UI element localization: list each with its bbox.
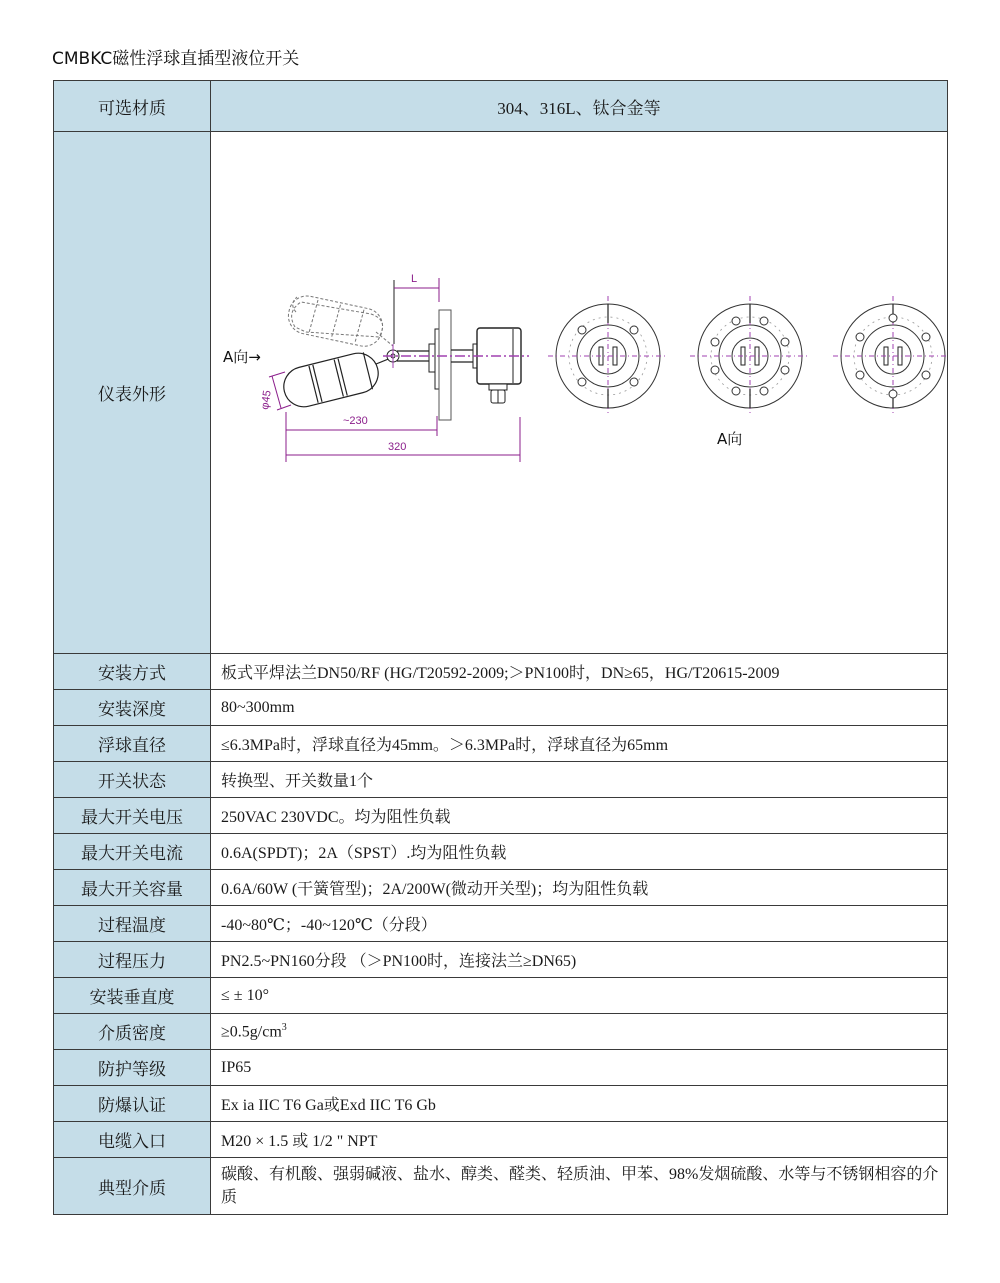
row-label: 仪表外形 [54, 132, 211, 654]
row-value: 304、316L、钛合金等 [211, 81, 948, 132]
table-row [54, 906, 948, 942]
dim-230-label: ~230 [343, 415, 368, 427]
table-row-media [54, 1158, 948, 1215]
row-label: 开关状态 [54, 762, 211, 798]
row-label: 介质密度 [54, 1014, 211, 1050]
table-row [54, 834, 948, 870]
table-row-appearance [54, 132, 948, 654]
flange-view-6-hole [833, 296, 946, 416]
view-direction-label: A向→ [223, 348, 261, 366]
table-row [54, 942, 948, 978]
row-label: 安装垂直度 [54, 978, 211, 1014]
row-value: ≤6.3MPa时，浮球直径为45mm。＞6.3MPa时，浮球直径为65mm [211, 726, 948, 762]
row-value: 0.6A(SPDT)；2A（SPST）.均为阻性负载 [211, 834, 948, 870]
table-row [54, 798, 948, 834]
view-a-label: A向 [717, 430, 743, 448]
table-row [54, 1014, 948, 1050]
float-body [280, 349, 391, 411]
row-value: IP65 [211, 1050, 948, 1086]
row-label: 最大开关容量 [54, 870, 211, 906]
row-label: 浮球直径 [54, 726, 211, 762]
row-value: Ex ia IIC T6 Ga或Exd IIC T6 Gb [211, 1086, 948, 1122]
row-value: -40~80℃；-40~120℃（分段） [211, 906, 948, 942]
flange-view-4-hole [548, 296, 668, 416]
table-row [54, 654, 948, 690]
row-label: 可选材质 [54, 81, 211, 132]
row-value: 板式平焊法兰DN50/RF (HG/T20592-2009;＞PN100时，DN≥65，HG/T20615-2009 [211, 654, 948, 690]
row-label: 安装深度 [54, 690, 211, 726]
row-label: 过程压力 [54, 942, 211, 978]
table-row [54, 1086, 948, 1122]
row-value: 转换型、开关数量1个 [211, 762, 948, 798]
row-value: 250VAC 230VDC。均为阻性负载 [211, 798, 948, 834]
row-label: 过程温度 [54, 906, 211, 942]
row-label: 安装方式 [54, 654, 211, 690]
row-label: 防护等级 [54, 1050, 211, 1086]
float-ghost [285, 293, 393, 350]
row-value: 0.6A/60W (干簧管型)；2A/200W(微动开关型)；均为阻性负载 [211, 870, 948, 906]
table-row [54, 762, 948, 798]
row-value: ≤ ± 10° [211, 978, 948, 1014]
row-label: 最大开关电流 [54, 834, 211, 870]
row-label: 典型介质 [54, 1158, 211, 1215]
spec-table [53, 80, 948, 1215]
table-row [54, 690, 948, 726]
table-row [54, 978, 948, 1014]
page-title: CMBKC磁性浮球直插型液位开关 [52, 49, 300, 69]
table-row [54, 726, 948, 762]
row-label: 电缆入口 [54, 1122, 211, 1158]
table-row [54, 870, 948, 906]
table-row-material [54, 81, 948, 132]
table-row [54, 1122, 948, 1158]
density-exponent: 3 [281, 1021, 287, 1033]
flange-view-8-hole [690, 296, 810, 416]
row-value [211, 1014, 948, 1050]
density-value: ≥0.5g/cm [221, 1023, 282, 1041]
row-value: 碳酸、有机酸、强弱碱液、盐水、醇类、醛类、轻质油、甲苯、98%发烟硫酸、水等与不锈钢相容的介质 [211, 1158, 948, 1215]
row-value: 80~300mm [211, 690, 948, 726]
row-value: PN2.5~PN160分段 （＞PN100时，连接法兰≥DN65) [211, 942, 948, 978]
dimension-drawing [211, 132, 946, 653]
row-value: M20 × 1.5 或 1/2 " NPT [211, 1122, 948, 1158]
dimension-drawing-cell [211, 132, 948, 654]
dim-L-label: L [411, 273, 418, 285]
table-row [54, 1050, 948, 1086]
dim-float-dia-label: φ45 [259, 389, 274, 411]
row-label: 最大开关电压 [54, 798, 211, 834]
dim-320-label: 320 [388, 441, 407, 453]
row-label: 防爆认证 [54, 1086, 211, 1122]
